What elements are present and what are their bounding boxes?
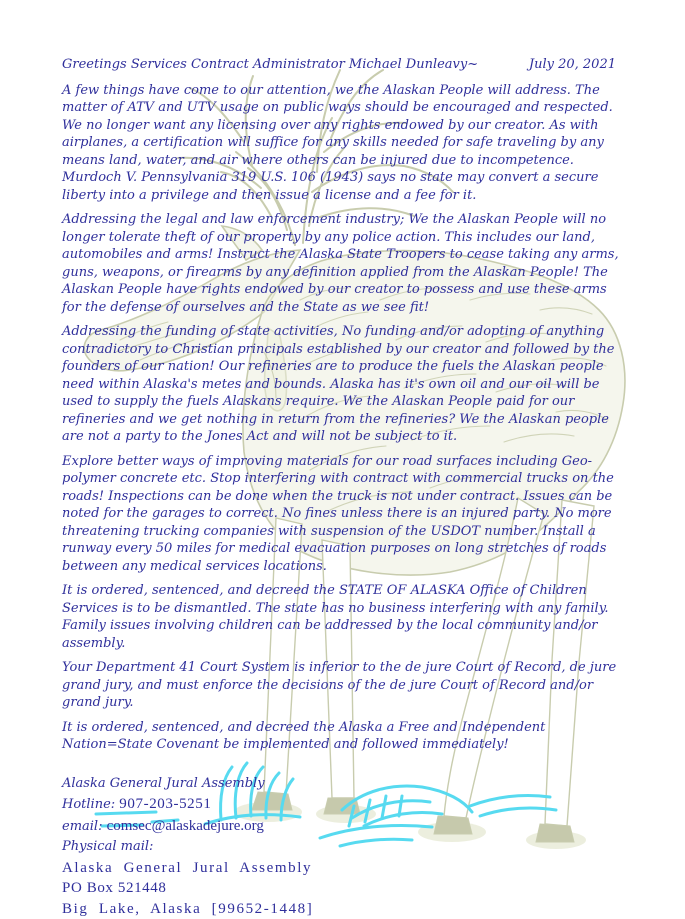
po-box: PO Box 521448 bbox=[62, 878, 628, 899]
paragraph-covenant: It is ordered, sentenced, and decreed the Alaska a Free and Independent Nation=State Covenant be implemented and followed immediately! bbox=[62, 719, 628, 754]
email-address: comsec@alaskadejure.org bbox=[107, 818, 264, 834]
paragraph-state-funding: Addressing the funding of state activities, No funding and/or adopting of anything contradictory to Christian principals established by our creator and followed by the founders of our nation! Our refineries are to produce the fuels the Alaskan people need within Alaska's metes and bounds. Alaska has it's own oil and our oil will be used to supply the fuels Alaskans require. We the Alaskan People paid for our refineries and we get nothing in return from the refineries? We the Alaskan people are not a party to the Jones Act and will not be subject to it. bbox=[62, 323, 628, 446]
letter-header bbox=[62, 56, 628, 74]
hotline-line bbox=[62, 794, 628, 816]
paragraph-roads-trucking: Explore better ways of improving materials for our road surfaces including Geo-polymer concrete etc. Stop interfering with contract with commercial trucks on the roads! Inspections can be done when the truck is not under contract. Issues can be noted for the garages to correct. No fines unless there is an injured party. No more threatening trucking companies with suspension of the USDOT number. Install a runway every 50 miles for medical evacuation purposes on long stretches of roads between any medical services locations. bbox=[62, 453, 628, 576]
salutation: Greetings Services Contract Administrator Michael Dunleavy~ bbox=[62, 56, 478, 74]
signature-org: Alaska General Jural Assembly bbox=[62, 774, 628, 795]
paragraph-court-system: Your Department 41 Court System is inferior to the de jure Court of Record, de jure grand jury, and must enforce the decisions of the de jure Court of Record and/or grand jury. bbox=[62, 659, 628, 712]
letter-body bbox=[62, 56, 628, 919]
letter-date: July 20, 2021 bbox=[529, 56, 616, 74]
physical-mail-label: Physical mail: bbox=[62, 837, 628, 858]
city-state-zip: Big Lake, Alaska [99652-1448] bbox=[62, 899, 628, 919]
email-label: email: bbox=[62, 819, 102, 834]
signature-block bbox=[62, 774, 628, 919]
paragraph-law-enforcement: Addressing the legal and law enforcement industry; We the Alaskan People will no longer tolerate theft of our property by any police action. This includes our land, automobiles and arms! Instruct the Alaska State Troopers to cease taking any arms, guns, weapons, or firearms by any definition applied from the Alaskan People! The Alaskan People have rights endowed by our creator to possess and use these arms for the defense of ourselves and the State as we see fit! bbox=[62, 211, 628, 316]
hotline-number: 907-203-5251 bbox=[119, 796, 211, 812]
hotline-label: Hotline: bbox=[62, 797, 115, 812]
mail-org: Alaska General Jural Assembly bbox=[62, 858, 628, 879]
paragraph-atv-utv: A few things have come to our attention, we the Alaskan People will address. The matter of ATV and UTV usage on public ways should be encouraged and respected. We no longer want any licensing over any rights endowed by our creator. As with airplanes, a certification will suffice for any skills needed for safe traveling by any means land, water, and air where others can be injured due to incompetence. Murdoch V. Pennsylvania 319 U.S. 106 (1943) says no state may convert a secure liberty into a privilege and then issue a license and a fee for it. bbox=[62, 82, 628, 205]
paragraph-children-services: It is ordered, sentenced, and decreed the STATE OF ALASKA Office of Children Services is to be dismantled. The state has no business interfering with any family. Family issues involving children can be addressed by the local community and/or assembly. bbox=[62, 582, 628, 652]
email-line bbox=[62, 816, 628, 838]
